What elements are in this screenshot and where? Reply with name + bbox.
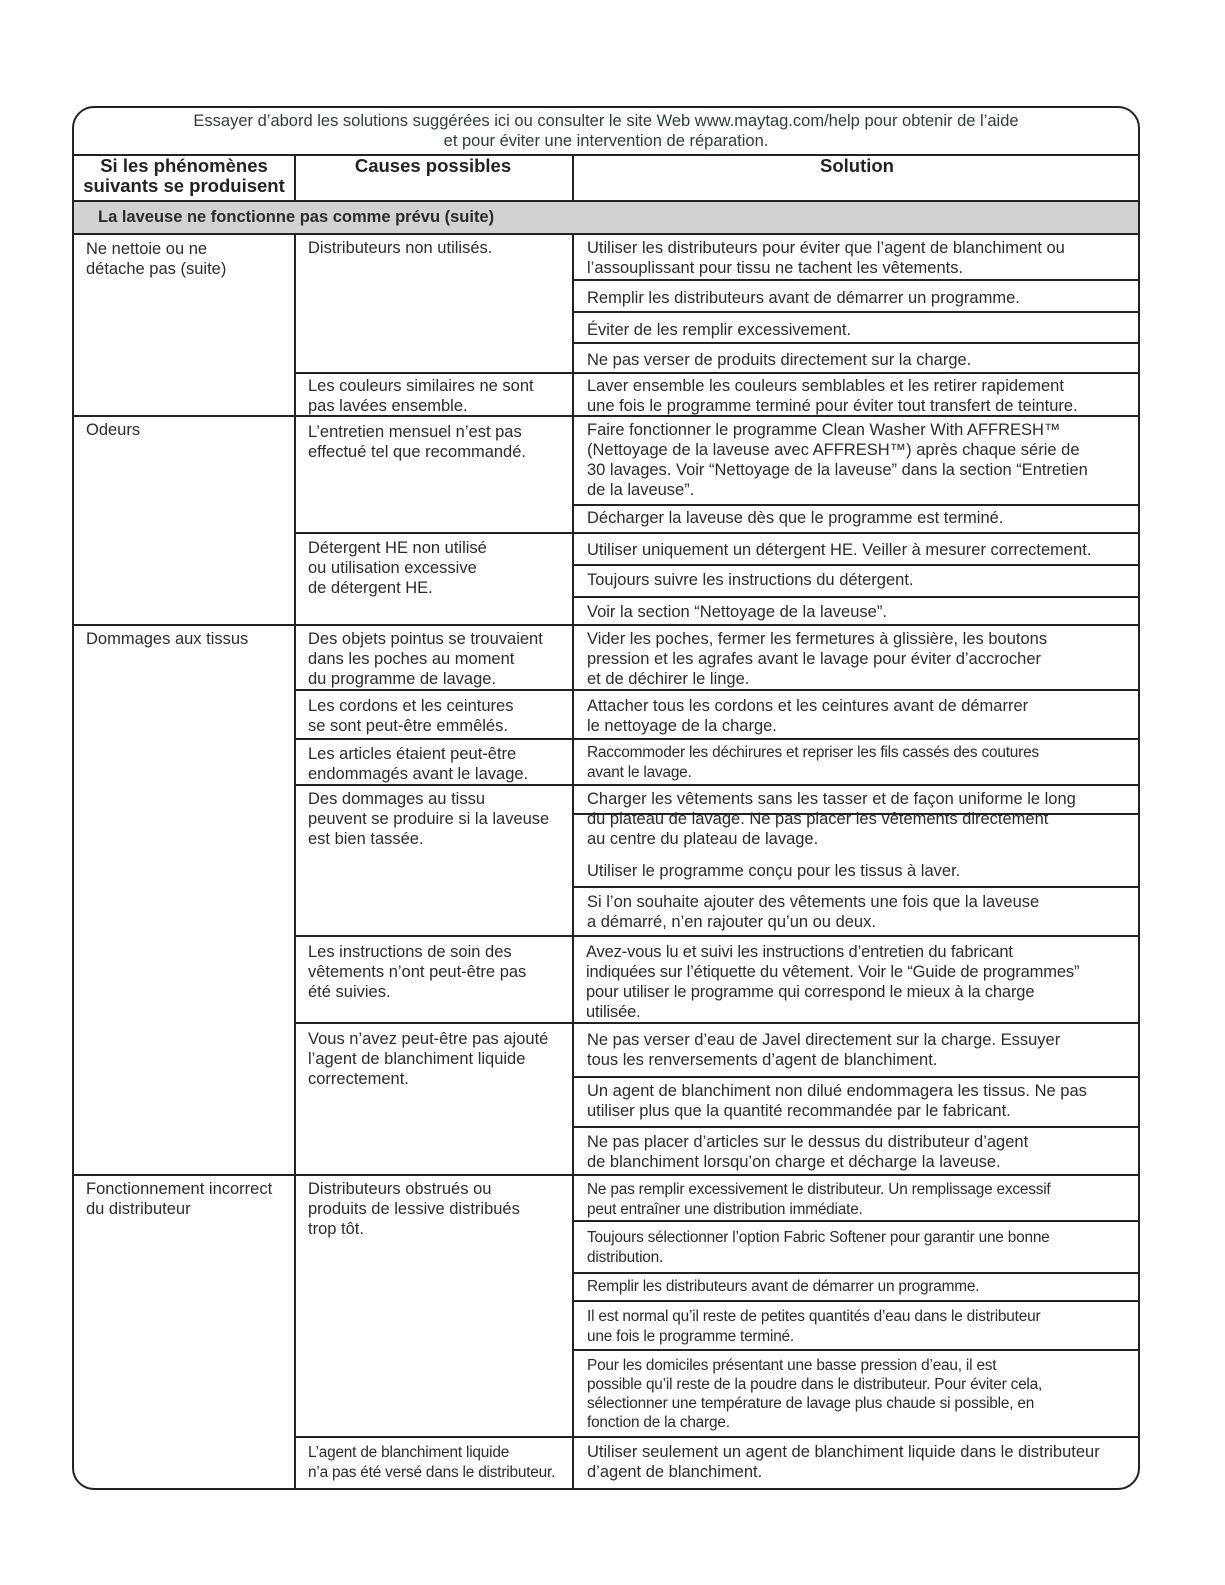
- cause-cell: Vous n’avez peut-être pas ajouté l’agent de blanchiment liquide correctement.: [308, 1030, 549, 1088]
- column-header-symptoms-label: Si les phénomènes suivants se produisent: [83, 155, 285, 196]
- row-divider: [294, 784, 1140, 786]
- solution-cell: Raccommoder les déchirures et repriser les fils cassés des coutures avant le lavage.: [587, 744, 1039, 781]
- row-divider: [572, 1220, 1140, 1222]
- row-divider: [572, 279, 1140, 281]
- solution-cell: Utiliser le programme conçu pour les tissus à laver.: [587, 862, 961, 880]
- troubleshooting-table: [72, 106, 1140, 1490]
- row-divider: [74, 233, 1140, 235]
- solution-cell: Utiliser seulement un agent de blanchiment liquide dans le distributeur d’agent de blanchiment.: [587, 1443, 1100, 1481]
- row-divider: [294, 738, 1140, 740]
- row-divider: [572, 1076, 1140, 1078]
- row-divider: [74, 200, 1140, 202]
- solution-cell: Remplir les distributeurs avant de démarrer un programme.: [587, 289, 1020, 307]
- row-divider: [572, 311, 1140, 313]
- row-divider: [572, 504, 1140, 506]
- row-divider: [294, 532, 1140, 534]
- cause-cell: Détergent HE non utilisé ou utilisation excessive de détergent HE.: [308, 539, 487, 597]
- solution-cell: Éviter de les remplir excessivement.: [587, 321, 852, 339]
- solution-cell: Charger les vêtements sans les tasser et de façon uniforme le long du plateau de lavage. Ne pas placer les vêtements directement au centre du plateau de lavage.: [587, 790, 1076, 848]
- cause-cell: Des dommages au tissu peuvent se produire si la laveuse est bien tassée.: [308, 790, 550, 848]
- solution-cell: Ne pas verser d’eau de Javel directement sur la charge. Essuyer tous les renversements d’agent de blanchiment.: [587, 1031, 1061, 1069]
- cause-cell: Distributeurs obstrués ou produits de lessive distribués trop tôt.: [308, 1180, 520, 1238]
- column-header-solution: [572, 156, 1140, 176]
- solution-cell: Utiliser uniquement un détergent HE. Veiller à mesurer correctement.: [587, 541, 1092, 559]
- solution-cell: Attacher tous les cordons et les ceintures avant de démarrer le nettoyage de la charge.: [587, 697, 1029, 735]
- row-divider: [572, 596, 1140, 598]
- row-divider: [572, 564, 1140, 566]
- solution-cell: Pour les domiciles présentant une basse pression d’eau, il est possible qu’il reste de la poudre dans le distributeur. Pour éviter cela, sélectionner une température de lavage plus chaude si possible, en fonction de la charge.: [587, 1357, 1043, 1431]
- row-divider: [74, 624, 1140, 626]
- row-divider: [572, 342, 1140, 344]
- cause-cell: Les articles étaient peut-être endommagés avant le lavage.: [308, 745, 529, 783]
- column-divider: [294, 233, 296, 1490]
- solution-cell: Toujours sélectionner l’option Fabric Softener pour garantir une bonne distribution.: [587, 1229, 1050, 1266]
- solution-cell: Vider les poches, fermer les fermetures à glissière, les boutons pression et les agrafes avant le lavage pour éviter d’accrocher et de déchirer le linge.: [587, 630, 1048, 688]
- solution-cell: Voir la section “Nettoyage de la laveuse”.: [587, 603, 887, 621]
- solution-cell: Avez-vous lu et suivi les instructions d’entretien du fabricant indiquées sur l’étiquette du vêtement. Voir le “Guide de programmes” pour utiliser le programme qui correspond le mieux à la charge utilisée.: [586, 943, 1080, 1021]
- solution-cell: Il est normal qu’il reste de petites quantités d’eau dans le distributeur une fois le programme terminé.: [587, 1308, 1041, 1345]
- cause-cell: L’agent de blanchiment liquide n’a pas été versé dans le distributeur.: [308, 1444, 556, 1481]
- column-header-causes: [294, 156, 572, 176]
- column-header-solution-label: Solution: [820, 155, 894, 176]
- solution-cell: Faire fonctionner le programme Clean Washer With AFFRESH™ (Nettoyage de la laveuse avec AFFRESH™) après chaque série de 30 lavages. Voir “Nettoyage de la laveuse” dans la section “Entretien de la laveuse”.: [587, 421, 1088, 499]
- row-divider: [572, 1349, 1140, 1351]
- row-divider: [294, 689, 1140, 691]
- solution-cell: Un agent de blanchiment non dilué endommagera les tissus. Ne pas utiliser plus que la quantité recommandée par le fabricant.: [587, 1082, 1087, 1120]
- column-header-causes-label: Causes possibles: [354, 155, 512, 176]
- problem-cell: Dommages aux tissus: [86, 630, 249, 648]
- cause-cell: L’entretien mensuel n’est pas effectué tel que recommandé.: [308, 423, 526, 461]
- cause-cell: Les instructions de soin des vêtements n’ont peut-être pas été suivies.: [308, 943, 527, 1001]
- problem-cell: Fonctionnement incorrect du distributeur: [86, 1180, 273, 1218]
- cause-cell: Les couleurs similaires ne sont pas lavées ensemble.: [308, 377, 534, 415]
- solution-cell: Laver ensemble les couleurs semblables et les retirer rapidement une fois le programme terminé pour éviter tout transfert de teinture.: [587, 377, 1078, 415]
- problem-cell: Ne nettoie ou ne détache pas (suite): [86, 240, 227, 278]
- row-divider: [572, 1126, 1140, 1128]
- section-title: La laveuse ne fonctionne pas comme prévu (suite): [74, 202, 1138, 233]
- solution-cell: Ne pas remplir excessivement le distributeur. Un remplissage excessif peut entraîner une distribution immédiate.: [587, 1181, 1051, 1218]
- row-divider: [294, 1436, 1140, 1438]
- row-divider: [572, 1272, 1140, 1274]
- cause-cell: Des objets pointus se trouvaient dans les poches au moment du programme de lavage.: [308, 630, 543, 688]
- column-header-symptoms: [74, 156, 294, 196]
- row-divider: [294, 1022, 1140, 1024]
- solution-cell: Toujours suivre les instructions du détergent.: [587, 571, 914, 589]
- intro-line-1: Essayer d’abord les solutions suggérées ici ou consulter le site Web www.maytag.com/help pour obtenir de l’aide: [193, 112, 1019, 130]
- cause-cell: Distributeurs non utilisés.: [308, 239, 493, 257]
- row-divider: [294, 1174, 1140, 1176]
- solution-cell: Ne pas verser de produits directement sur la charge.: [587, 351, 972, 369]
- cause-cell: Les cordons et les ceintures se sont peut-être emmêlés.: [308, 697, 514, 735]
- intro-line-2: et pour éviter une intervention de réparation.: [443, 132, 769, 150]
- solution-cell: Utiliser les distributeurs pour éviter que l’agent de blanchiment ou l’assouplissant pour tissu ne tachent les vêtements.: [587, 239, 1065, 277]
- solution-cell: Remplir les distributeurs avant de démarrer un programme.: [587, 1278, 980, 1295]
- row-divider: [294, 372, 1140, 374]
- row-divider: [572, 886, 1140, 888]
- row-divider: [572, 1300, 1140, 1302]
- solution-cell: Si l’on souhaite ajouter des vêtements une fois que la laveuse a démarré, n’en rajouter qu’un ou deux.: [587, 893, 1040, 931]
- solution-cell: Décharger la laveuse dès que le programme est terminé.: [587, 509, 1004, 527]
- row-divider: [294, 935, 1140, 937]
- problem-cell: Odeurs: [86, 421, 141, 439]
- solution-cell: Ne pas placer d’articles sur le dessus du distributeur d’agent de blanchiment lorsqu’on charge et décharge la laveuse.: [587, 1133, 1029, 1171]
